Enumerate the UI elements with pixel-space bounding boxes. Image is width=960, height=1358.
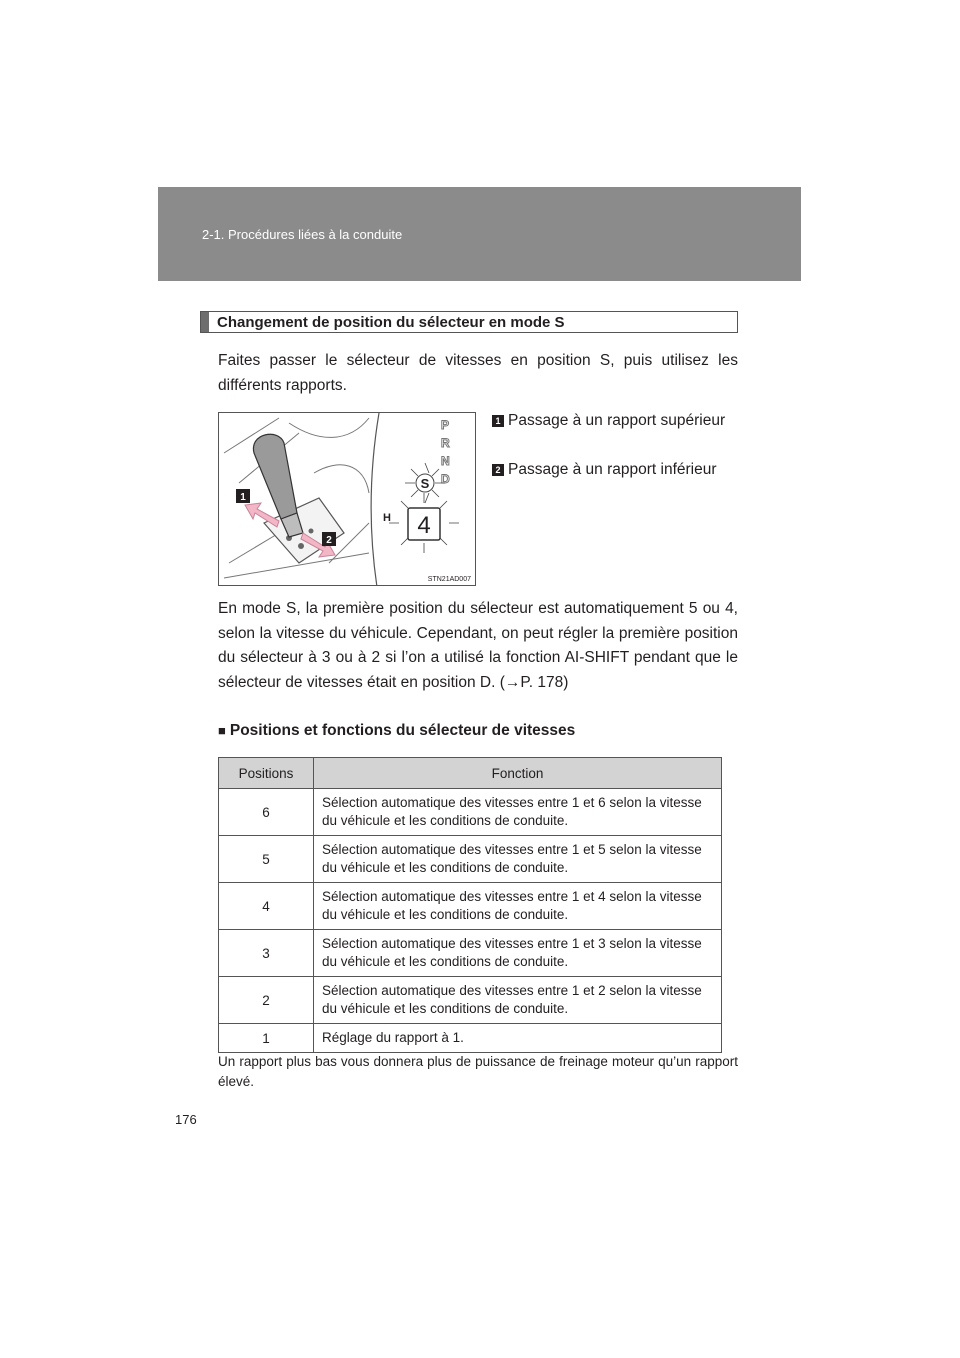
- gear-letter-r: R: [441, 436, 450, 450]
- table-row: [219, 977, 722, 1024]
- table-cell-function: Réglage du rapport à 1.: [314, 1024, 722, 1053]
- gear-letter-n: N: [441, 454, 450, 468]
- gear-shift-illustration: [218, 412, 476, 586]
- table-cell-position: 6: [219, 789, 314, 836]
- figure-code: STN21AD007: [427, 576, 471, 583]
- table-row: [219, 930, 722, 977]
- badge-2-label: 2: [326, 535, 332, 546]
- subheading-marker-icon: ■: [218, 723, 226, 738]
- table-row: [219, 1024, 722, 1053]
- note-paragraph: Un rapport plus bas vous donnera plus de puissance de freinage moteur qu’un rapport élevé.: [218, 1054, 738, 1089]
- current-gear-number: 4: [417, 512, 431, 539]
- section-title-bar: [201, 312, 209, 332]
- callout-1-label: Passage à un rapport supérieur: [508, 412, 726, 429]
- gear-shift-drawing: [219, 413, 476, 586]
- gear-letter-d: D: [441, 472, 450, 486]
- breadcrumb: 2-1. Procédures liées à la conduite: [202, 227, 403, 242]
- table-cell-function: Sélection automatique des vitesses entre 1 et 2 selon la vitesse du véhicule et les conditions de conduite.: [314, 977, 722, 1024]
- table-header-positions: Positions: [219, 758, 314, 789]
- table-cell-function: Sélection automatique des vitesses entre 1 et 5 selon la vitesse du véhicule et les conditions de conduite.: [314, 836, 722, 883]
- table-cell-position: 4: [219, 883, 314, 930]
- gear-positions-table: [218, 757, 722, 1053]
- page-number: 176: [175, 1112, 197, 1127]
- table-cell-function: Sélection automatique des vitesses entre 1 et 3 selon la vitesse du véhicule et les conditions de conduite.: [314, 930, 722, 977]
- section-title-box: [200, 311, 738, 333]
- selected-mode-letter: S: [420, 476, 430, 491]
- intro-paragraph: Faites passer le sélecteur de vitesses en position S, puis utilisez les différents rapports.: [218, 352, 738, 394]
- subheading-text: Positions et fonctions du sélecteur de vitesses: [229, 722, 576, 739]
- h-marker: H: [383, 512, 391, 524]
- callout-2: [492, 457, 504, 482]
- gear-letter-p: P: [441, 418, 450, 432]
- section-title: Changement de position du sélecteur en mode S: [217, 314, 565, 331]
- callout-1-text: [508, 408, 738, 433]
- badge-1-label: 1: [240, 492, 246, 503]
- table-cell-function: Sélection automatique des vitesses entre 1 et 6 selon la vitesse du véhicule et les conditions de conduite.: [314, 789, 722, 836]
- table-row: [219, 789, 722, 836]
- table-cell-position: 2: [219, 977, 314, 1024]
- callout-1-badge: 1: [492, 415, 504, 427]
- table-cell-position: 3: [219, 930, 314, 977]
- table-row: [219, 883, 722, 930]
- body-paragraph: En mode S, la première position du sélecteur est automatiquement 5 ou 4, selon la vitesse du véhicule. Cependant, on peut régler la première position du sélecteur à 3 ou à 2 si l’on a utilisé la fonction AI-SHIFT pendant que le sélecteur de vitesses était en position D. (→P. 178): [218, 600, 738, 691]
- table-header-fonction: Fonction: [314, 758, 722, 789]
- table-cell-position: 5: [219, 836, 314, 883]
- subheading: [218, 722, 575, 740]
- callout-2-label: Passage à un rapport inférieur: [508, 461, 717, 478]
- table-cell-function: Sélection automatique des vitesses entre 1 et 4 selon la vitesse du véhicule et les conditions de conduite.: [314, 883, 722, 930]
- table-cell-position: 1: [219, 1024, 314, 1053]
- callout-2-badge: 2: [492, 464, 504, 476]
- table-row: [219, 836, 722, 883]
- chapter-header: [158, 187, 801, 281]
- callout-2-text: [508, 457, 744, 482]
